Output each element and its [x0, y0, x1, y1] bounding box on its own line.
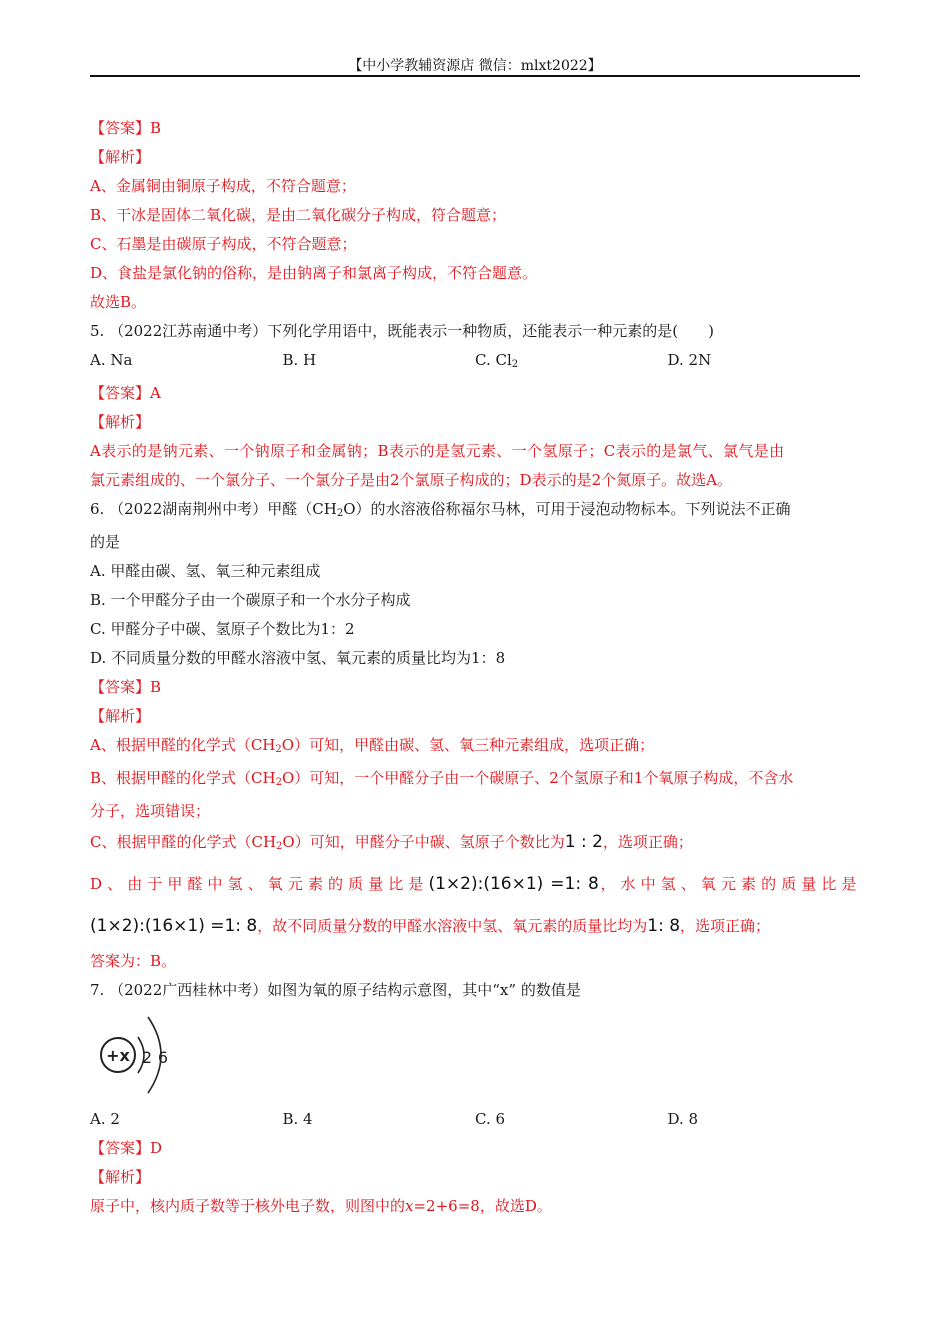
q6-answer: 【答案】B	[90, 678, 162, 696]
q6-analysis-b-continued: 分子，选项错误；	[90, 802, 211, 820]
q5-analysis-line: 氯元素组成的、一个氯分子、一个氯分子是由2个氯原子构成的；D表示的是2个氮原子。故选A。	[90, 471, 732, 489]
q6-analysis-d-continued: (1×2):(16×1) =1: 8，故不同质量分数的甲醛水溶液中氢、氧元素的质量比均为1: 8，选项正确；	[90, 916, 771, 936]
q6-analysis-b: B、根据甲醛的化学式$(CH_2O)$可知，一个甲醛分子由一个碳原子、2个氢原子和1个氧原子构成，不含水	[90, 769, 794, 788]
shell-2-electrons: 6	[157, 1048, 169, 1067]
shell-1-electrons: 2	[141, 1048, 153, 1067]
q7-answer: 【答案】D	[90, 1139, 163, 1157]
q6-option-d: D. 不同质量分数的甲醛水溶液中氢、氧元素的质量比均为1：8	[90, 649, 506, 667]
atom-diagram-svg	[90, 1011, 210, 1099]
q5-option-a: A. Na	[90, 351, 133, 369]
q7-stem: 7. （2022广西桂林中考）如图为氧的原子结构示意图，其中“x” 的数值是	[90, 981, 581, 999]
q7-options	[90, 1105, 860, 1134]
q6-stem: 6. （2022湖南荆州中考）甲醛$(CH_2O)$的水溶液俗称福尔马林，可用于浸泡动物标本。下列说法不正确	[90, 500, 791, 519]
q5-option-b: B. H	[282, 351, 317, 369]
q6-analysis-c: C、根据甲醛的化学式$(CH_2O)$可知，甲醛分子中碳、氢原子个数比为1 : 2，选项正确；	[90, 832, 693, 852]
q6-option-b: B. 一个甲醛分子由一个碳原子和一个水分子构成	[90, 591, 411, 609]
q5-options	[90, 346, 860, 379]
math-expression: (1×2):(16×1) =1: 8	[90, 916, 258, 936]
q6-stem-continued: 的是	[90, 533, 121, 551]
q7-option-a: A. 2	[90, 1110, 120, 1128]
q4-analysis-tag: 【解析】	[90, 148, 151, 166]
q5-answer: 【答案】A	[90, 384, 161, 402]
q4-analysis-line: D、食盐是氯化钠的俗称，是由钠离子和氯离子构成，不符合题意。	[90, 264, 538, 282]
q6-analysis-d: D、由于甲醛中氢、氧元素的质量比是(1×2):(16×1) =1: 8，水中氢、氧元素的质量比是	[90, 874, 860, 894]
q4-analysis-line: B、干冰是固体二氧化碳，是由二氧化碳分子构成，符合题意；	[90, 206, 507, 224]
q6-analysis-a: A、根据甲醛的化学式$(CH_2O)$可知，甲醛由碳、氢、氧三种元素组成，选项正确；	[90, 736, 655, 755]
q6-analysis-tag: 【解析】	[90, 707, 151, 725]
header-rule	[90, 75, 860, 77]
q6-option-c: C. 甲醛分子中碳、氢原子个数比为1：2	[90, 620, 355, 638]
q5-option-d: D. 2N	[667, 351, 712, 369]
q5-option-c: C. $Cl_2$	[475, 351, 519, 370]
q7-analysis-line: 原子中，核内质子数等于核外电子数，则图中的x=2+6=8，故选D。	[90, 1197, 552, 1215]
page-header: 【中小学教辅资源店 微信：mlxt2022】	[348, 58, 602, 74]
q6-option-a: A. 甲醛由碳、氢、氧三种元素组成	[90, 562, 321, 580]
q4-conclusion: 故选B。	[90, 293, 147, 311]
q7-option-d: D. 8	[667, 1110, 699, 1128]
oxygen-atom-structure-diagram	[90, 1011, 860, 1099]
document-body	[90, 114, 860, 1221]
q4-answer: 【答案】B	[90, 119, 162, 137]
q7-option-c: C. 6	[475, 1110, 506, 1128]
q4-analysis-line: C、石墨是由碳原子构成，不符合题意；	[90, 235, 357, 253]
q5-analysis-line: A表示的是钠元素、一个钠原子和金属钠；B表示的是氢元素、一个氢原子；C表示的是氯气、氯气是由	[90, 442, 785, 460]
q6-conclusion: 答案为：B。	[90, 952, 177, 970]
nucleus-charge-label: +x	[106, 1046, 130, 1065]
q5-stem: 5. （2022江苏南通中考）下列化学用语中，既能表示一种物质，还能表示一种元素的是( )	[90, 322, 714, 340]
math-expression: (1×2):(16×1) =1: 8	[428, 874, 599, 894]
q4-analysis-line: A、金属铜由铜原子构成，不符合题意；	[90, 177, 356, 195]
q7-analysis-tag: 【解析】	[90, 1168, 151, 1186]
q5-analysis-tag: 【解析】	[90, 413, 151, 431]
q7-option-b: B. 4	[282, 1110, 313, 1128]
